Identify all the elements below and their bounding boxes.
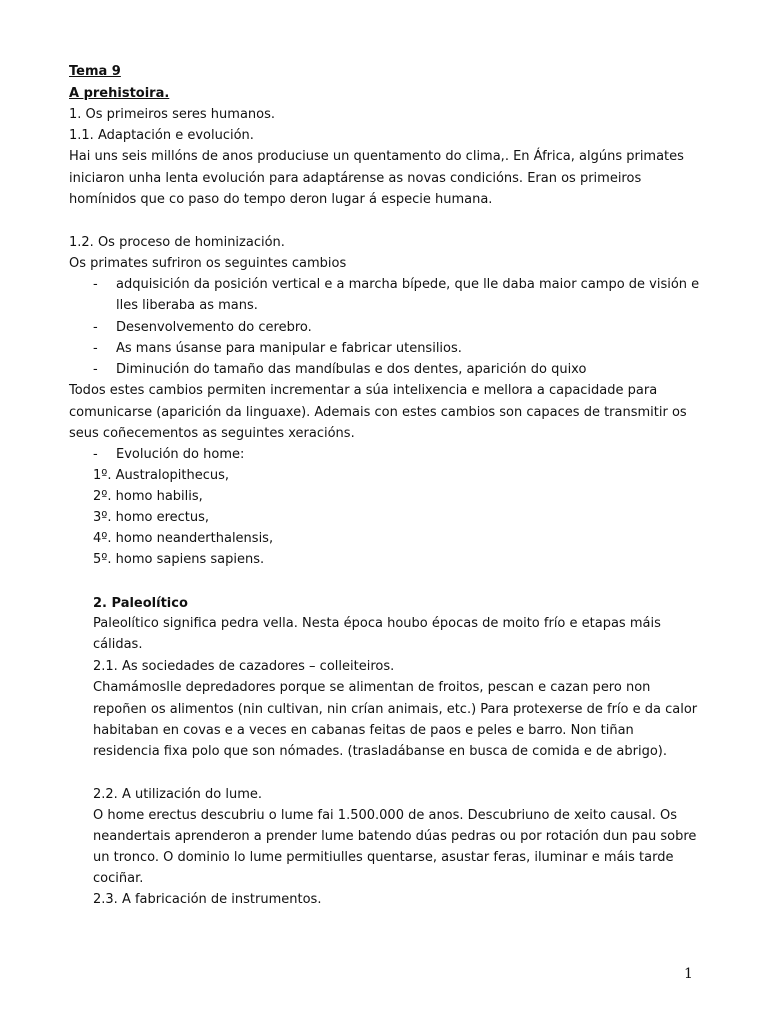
- list-item: Evolución do home:: [116, 447, 245, 462]
- paragraph-line: habitaban en covas e a veces en cabanas feitas de paos e peles e barro. Non tiñan: [93, 723, 634, 738]
- paragraph-line: seus coñecementos as seguintes xeracións.: [69, 426, 355, 441]
- evolution-item: 3º. homo erectus,: [93, 510, 210, 525]
- list-dash: -: [93, 277, 98, 292]
- subsection-heading-2-3: 2.3. A fabricación de instrumentos.: [93, 892, 322, 907]
- list-item-continuation: lles liberaba as mans.: [116, 298, 258, 313]
- list-dash: -: [93, 447, 98, 462]
- section-heading-2: 2. Paleolítico: [93, 596, 188, 611]
- list-dash: -: [93, 341, 98, 356]
- page-number: 1: [684, 966, 693, 982]
- list-item: adquisición da posición vertical e a marcha bípede, que lle daba maior campo de visión e: [116, 277, 700, 292]
- evolution-item: 4º. homo neanderthalensis,: [93, 531, 274, 546]
- section-heading-1: 1. Os primeiros seres humanos.: [69, 107, 276, 122]
- evolution-item: 2º. homo habilis,: [93, 489, 203, 504]
- evolution-item: 5º. homo sapiens sapiens.: [93, 552, 265, 567]
- subsection-heading-2-2: 2.2. A utilización do lume.: [93, 787, 262, 802]
- paragraph-line: Chamámoslle depredadores porque se alimentan de froitos, pescan e cazan pero non: [93, 680, 651, 695]
- paragraph-line: homínidos que co paso do tempo deron lugar á especie humana.: [69, 192, 493, 207]
- subsection-heading-1-1: 1.1. Adaptación e evolución.: [69, 128, 254, 143]
- paragraph-line: un tronco. O dominio lo lume permitiulles quentarse, asustar feras, iluminar e máis tarde: [93, 850, 674, 865]
- list-item: Desenvolvemento do cerebro.: [116, 320, 312, 335]
- list-dash: -: [93, 320, 98, 335]
- paragraph-line: iniciaron unha lenta evolución para adaptárense as novas condicións. Eran os primeiros: [69, 171, 642, 186]
- paragraph-line: O home erectus descubriu o lume fai 1.500.000 de anos. Descubriuno de xeito causal. Os: [93, 808, 678, 823]
- paragraph-line: Todos estes cambios permiten incrementar a súa intelixencia e mellora a capacidade para: [69, 383, 658, 398]
- paragraph-line: comunicarse (aparición da linguaxe). Ademais con estes cambios son capaces de transmitir os: [69, 405, 687, 420]
- paragraph-line: Hai uns seis millóns de anos produciuse un quentamento do clima,. En África, algúns primates: [69, 149, 684, 164]
- topic-heading: Tema 9: [69, 64, 121, 79]
- list-item: Diminución do tamaño das mandíbulas e dos dentes, aparición do quixo: [116, 362, 587, 377]
- list-dash: -: [93, 362, 98, 377]
- document-title: A prehistoira.: [69, 86, 170, 101]
- subsection-heading-1-2: 1.2. Os proceso de hominización.: [69, 235, 285, 250]
- evolution-item: 1º. Australopithecus,: [93, 468, 230, 483]
- paragraph-line: neandertais aprenderon a prender lume batendo dúas pedras ou por rotación dun pau sobre: [93, 829, 697, 844]
- paragraph-line: Os primates sufriron os seguintes cambios: [69, 256, 347, 271]
- subsection-heading-2-1: 2.1. As sociedades de cazadores – colleiteiros.: [93, 659, 395, 674]
- paragraph-line: residencia fixa polo que son nómades. (trasladábanse en busca de comida e de abrigo).: [93, 744, 667, 759]
- paragraph-line: cociñar.: [93, 871, 144, 886]
- list-item: As mans úsanse para manipular e fabricar utensilios.: [116, 341, 462, 356]
- paragraph-line: cálidas.: [93, 637, 143, 652]
- paragraph-line: Paleolítico significa pedra vella. Nesta época houbo épocas de moito frío e etapas máis: [93, 616, 661, 631]
- paragraph-line: repoñen os alimentos (nin cultivan, nin crían animais, etc.) Para protexerse de frío e da calor: [93, 702, 698, 717]
